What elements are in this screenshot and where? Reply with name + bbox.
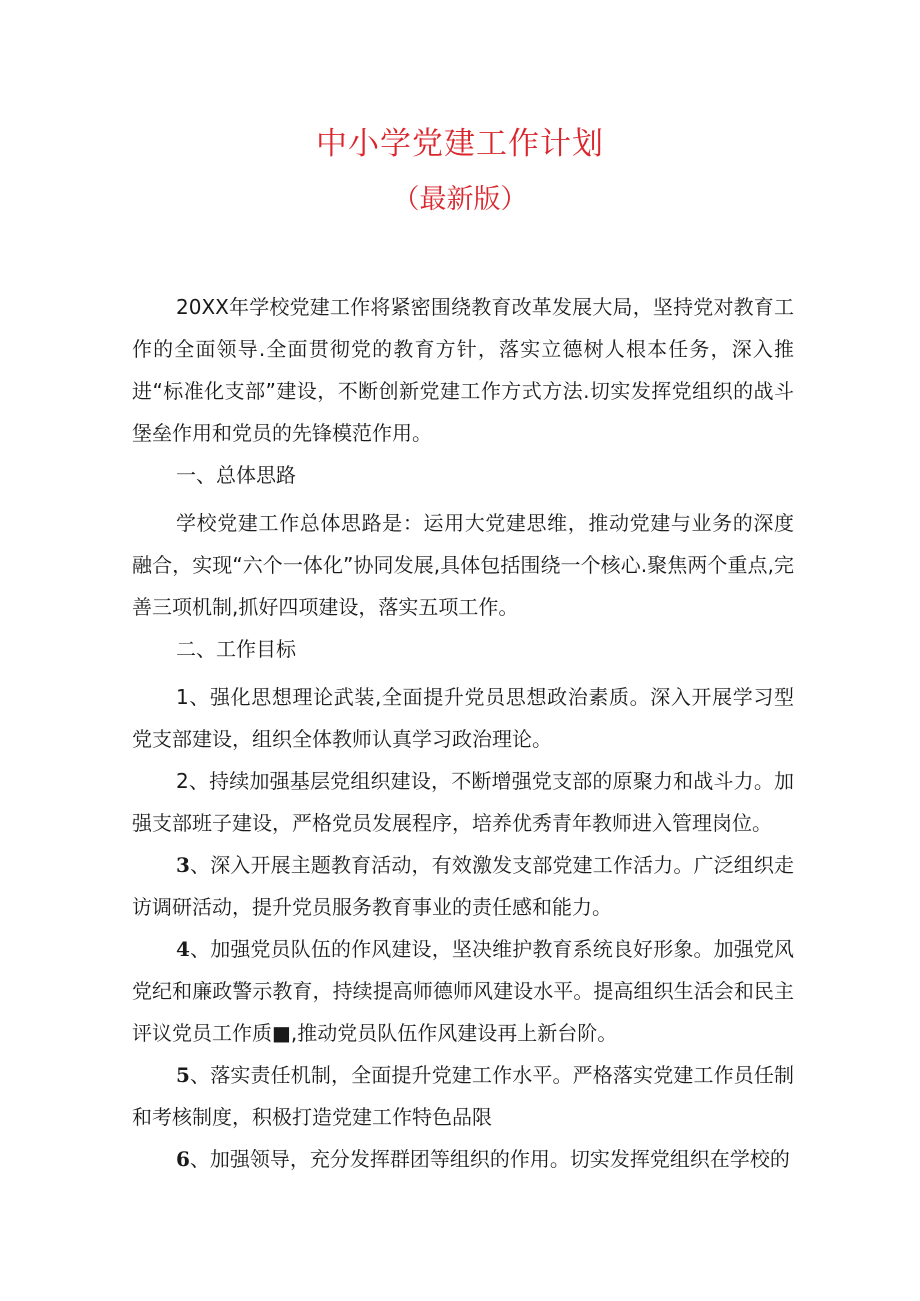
- intro-block: [132, 286, 794, 454]
- section2-heading: 二、工作目标: [176, 637, 296, 661]
- section1-text-block: [132, 502, 794, 628]
- goal-number: 5: [176, 1063, 190, 1087]
- goal-paragraph: [132, 844, 794, 928]
- goal-separator: 、: [189, 1063, 211, 1087]
- goal-text: 加强领导，充分发挥群团等组织的作用。切实发挥党组织在学校的: [209, 1147, 790, 1171]
- goal-number: 2: [176, 769, 189, 793]
- goal-item-6: [132, 1138, 794, 1180]
- goal-separator: 、: [188, 769, 210, 793]
- goal-item-1: [132, 676, 794, 760]
- goal-number: 4: [176, 937, 190, 961]
- document-subtitle: （最新版）: [392, 184, 528, 215]
- goal-paragraph: [132, 1138, 794, 1180]
- goal-paragraph: [132, 760, 794, 844]
- goal-number: 1: [176, 685, 189, 709]
- goal-paragraph: [132, 928, 794, 1054]
- goal-separator: 、: [188, 685, 210, 709]
- goal-separator: 、: [189, 1147, 210, 1171]
- intro-paragraph: 20XX年学校党建工作将紧密围绕教育改革发展大局，坚持党对教育工作的全面领导.全面贯彻党的教育方针，落实立德树人根本任务，深入推进“标准化支部”建设，不断创新党建工作方式方法.切实发挥党组织的战斗堡垒作用和党员的先锋模范作用。: [132, 295, 794, 445]
- section1-heading: 一、总体思路: [176, 463, 296, 487]
- section1-paragraph: 学校党建工作总体思路是：运用大党建思维，推动党建与业务的深度融合，实现“六个一体化”协同发展,具体包括围绕一个核心.聚焦两个重点,完善三项机制,抓好四项建设，落实五项工作。: [132, 511, 794, 619]
- goal-item-4: [132, 928, 794, 1054]
- section1-heading-block: [132, 454, 794, 496]
- goal-text: 加强党员队伍的作风建设，坚决维护教育系统良好形象。加强党风党纪和廉政警示教育，持续提高师德师风建设水平。提高组织生活会和民主评议党员工作质■,推动党员队伍作风建设再上新台阶。: [132, 937, 795, 1045]
- goal-text: 深入开展主题教育活动，有效激发支部党建工作活力。广泛组织走访调研活动，提升党员服务教育事业的责任感和能力。: [132, 853, 795, 919]
- section2-heading-block: [132, 628, 794, 670]
- goal-paragraph: [132, 676, 794, 760]
- goal-text: 持续加强基层党组织建设，不断增强党支部的原聚力和战斗力。加强支部班子建设，严格党员发展程序，培养优秀青年教师进入管理岗位。: [132, 769, 795, 835]
- goal-item-2: [132, 760, 794, 844]
- goal-number: 3: [176, 853, 190, 877]
- goal-item-5: [132, 1054, 794, 1138]
- goal-number: 6: [176, 1147, 190, 1171]
- document-title: 中小学党建工作计划: [316, 126, 604, 162]
- goal-paragraph: [132, 1054, 794, 1138]
- goal-text: 落实责任机制，全面提升党建工作水平。严格落实党建工作员任制和考核制度，积极打造党建工作特色品限: [132, 1063, 795, 1129]
- goal-item-3: [132, 844, 794, 928]
- goal-text: 强化思想理论武装,全面提升党员思想政治素质。深入开展学习型党支部建设，组织全体教师认真学习政治理论。: [132, 685, 795, 751]
- goal-separator: 、: [189, 937, 211, 961]
- goal-separator: 、: [189, 853, 211, 877]
